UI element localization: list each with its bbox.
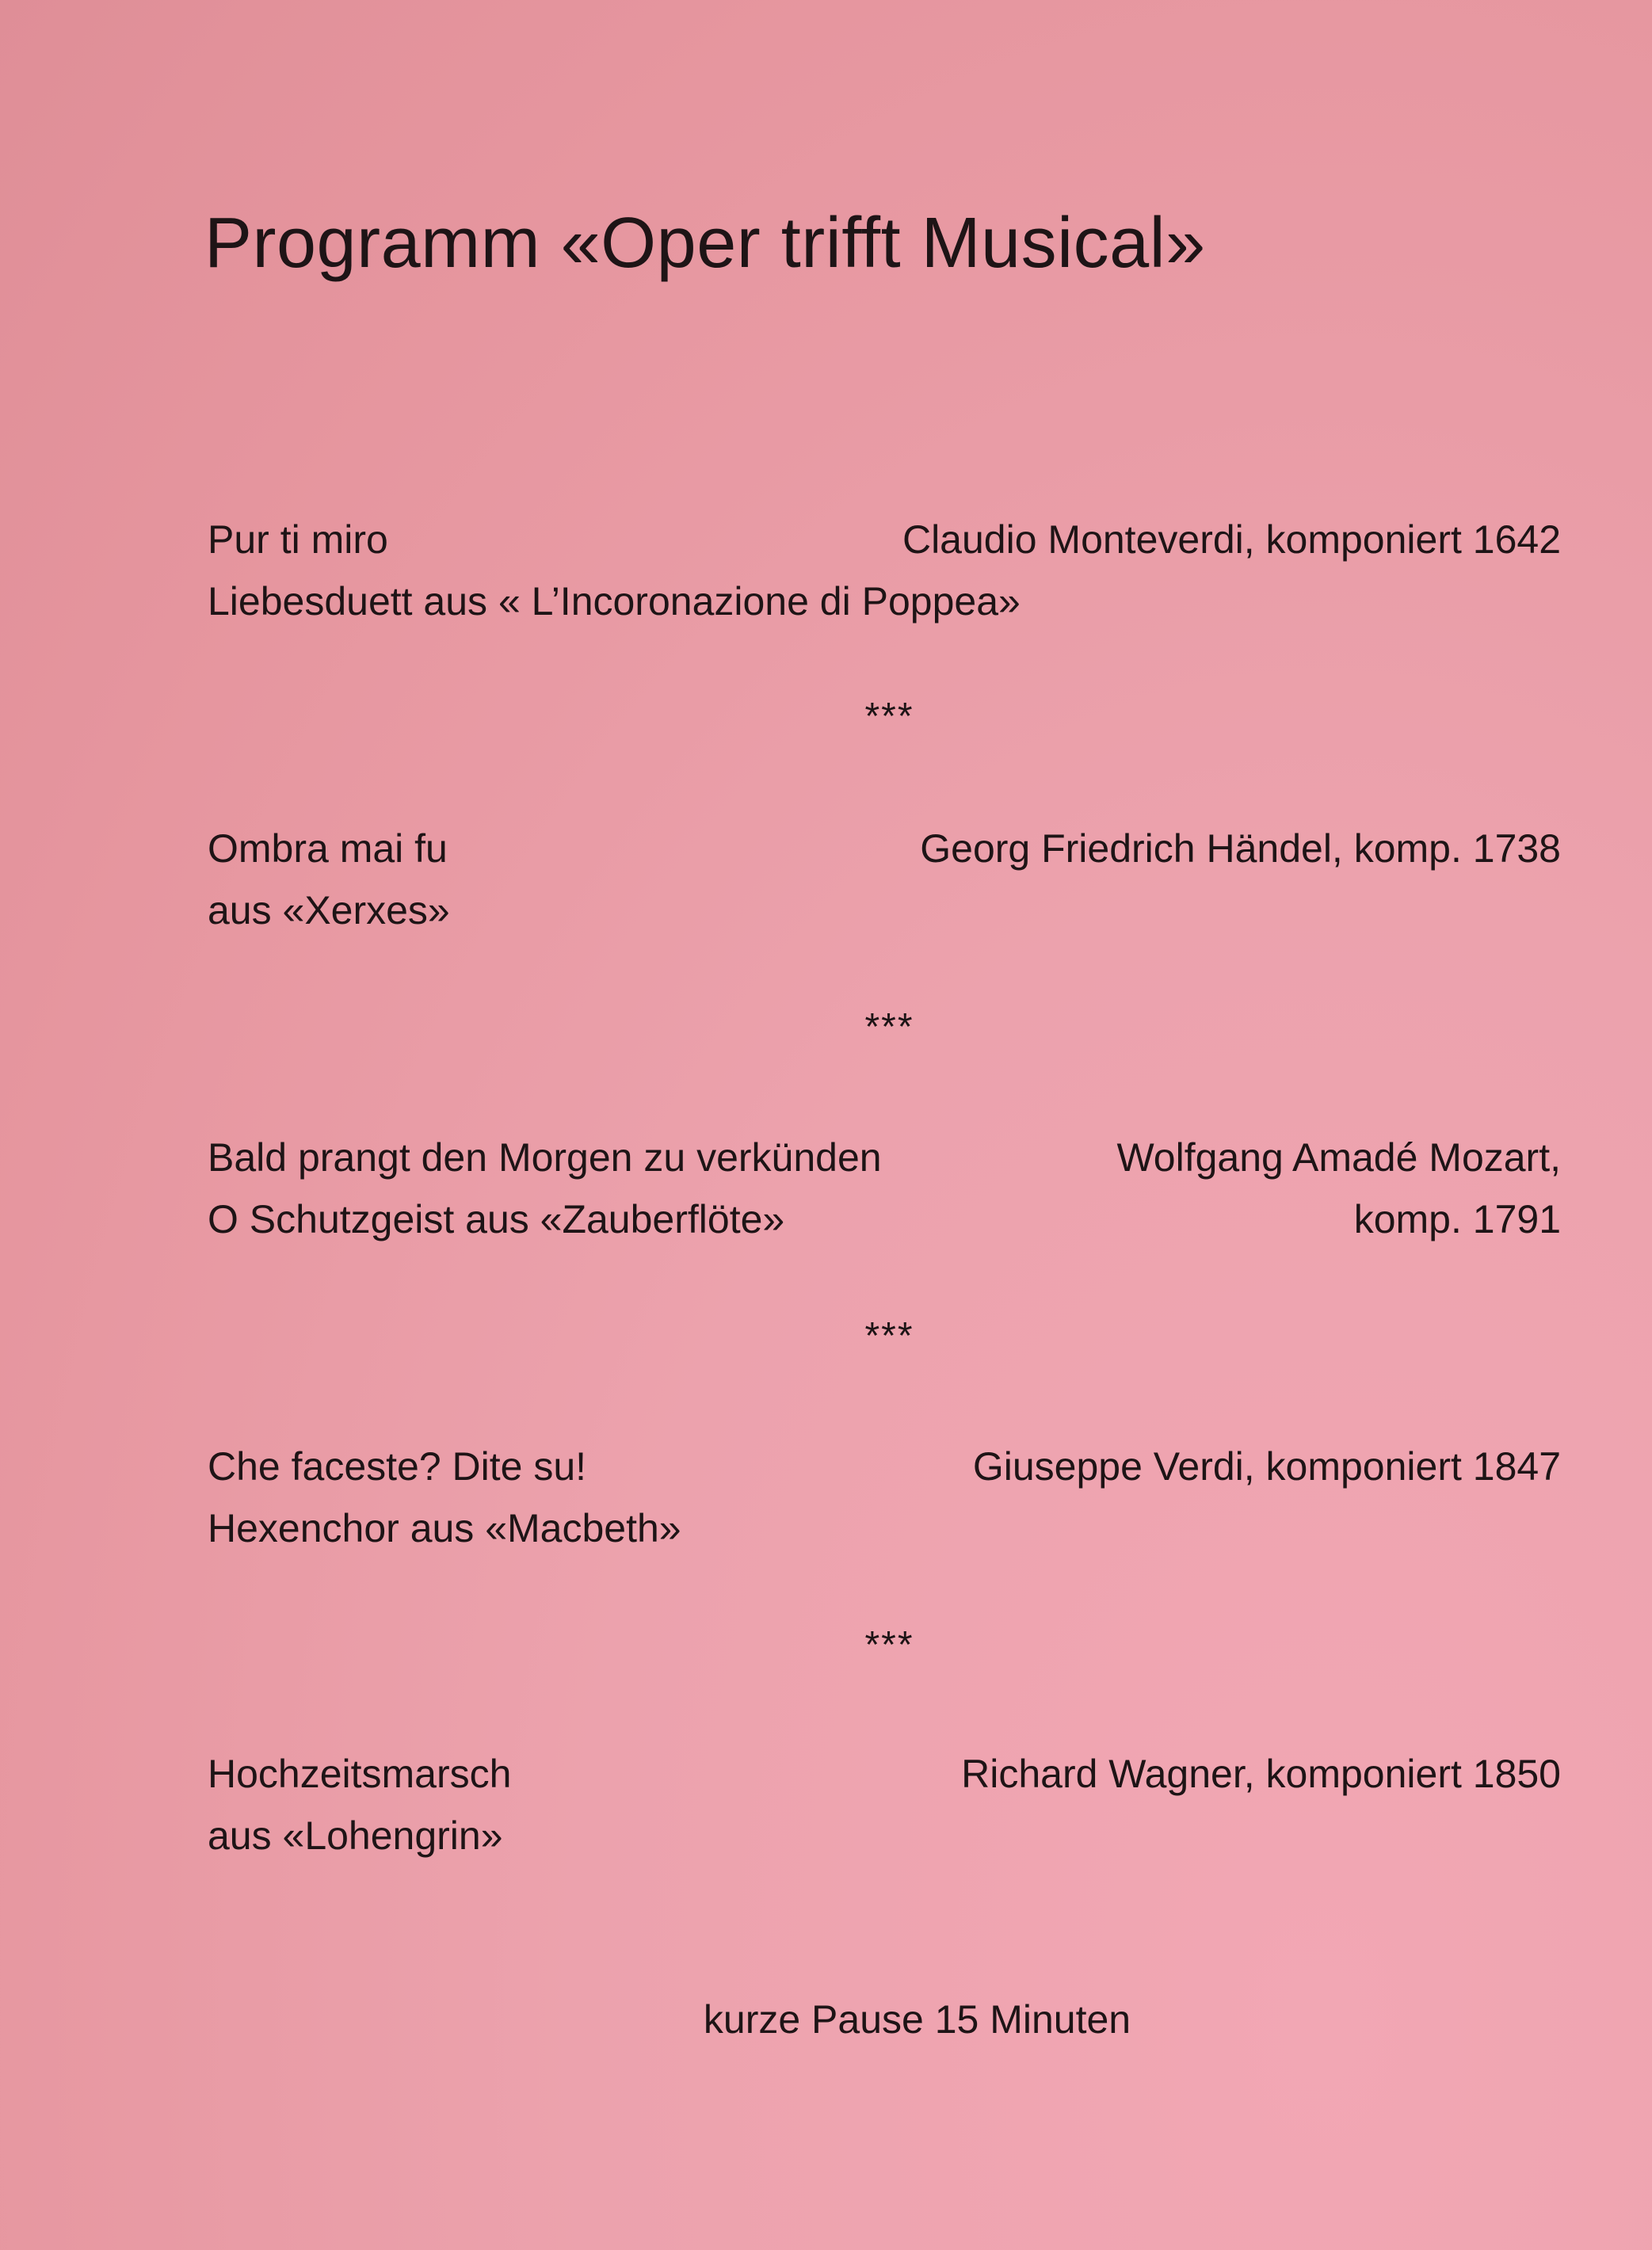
composer-block bbox=[920, 818, 1561, 879]
piece-title-block bbox=[208, 1743, 511, 1867]
composer-block bbox=[961, 1743, 1561, 1805]
composer-line: Giuseppe Verdi, komponiert 1847 bbox=[972, 1444, 1561, 1489]
separator: *** bbox=[864, 696, 914, 738]
piece-title: Hochzeitsmarsch bbox=[208, 1752, 512, 1796]
piece-subtitle: aus «Lohengrin» bbox=[208, 1813, 503, 1858]
composer-block bbox=[902, 509, 1561, 570]
piece-title-block bbox=[208, 1436, 681, 1559]
separator: *** bbox=[864, 1624, 914, 1666]
piece-title-block bbox=[208, 1127, 882, 1250]
composer-line: komp. 1791 bbox=[1353, 1197, 1561, 1241]
page-title: Programm «Oper trifft Musical» bbox=[204, 204, 1206, 283]
composer-block bbox=[973, 1436, 1561, 1497]
composer-line: Claudio Monteverdi, komponiert 1642 bbox=[902, 517, 1561, 562]
pause-note: kurze Pause 15 Minuten bbox=[703, 1997, 1131, 2042]
composer-line: Georg Friedrich Händel, komp. 1738 bbox=[920, 826, 1561, 871]
composer-line: Wolfgang Amadé Mozart, bbox=[1116, 1135, 1561, 1180]
piece-title-block bbox=[208, 509, 1021, 632]
piece-title: Bald prangt den Morgen zu verkünden bbox=[208, 1135, 882, 1180]
piece-title-block bbox=[208, 818, 450, 941]
composer-block bbox=[1117, 1127, 1561, 1250]
piece-subtitle: aus «Xerxes» bbox=[208, 888, 450, 932]
piece-title: Che faceste? Dite su! bbox=[208, 1444, 587, 1489]
piece-subtitle: Hexenchor aus «Macbeth» bbox=[208, 1506, 681, 1550]
piece-title: Ombra mai fu bbox=[208, 826, 448, 871]
separator: *** bbox=[864, 1315, 914, 1357]
separator: *** bbox=[864, 1006, 914, 1048]
piece-subtitle: O Schutzgeist aus «Zauberflöte» bbox=[208, 1197, 785, 1241]
composer-line: Richard Wagner, komponiert 1850 bbox=[961, 1752, 1561, 1796]
piece-title: Pur ti miro bbox=[208, 517, 388, 562]
piece-subtitle: Liebesduett aus « L’Incoronazione di Poppea» bbox=[208, 579, 1021, 624]
